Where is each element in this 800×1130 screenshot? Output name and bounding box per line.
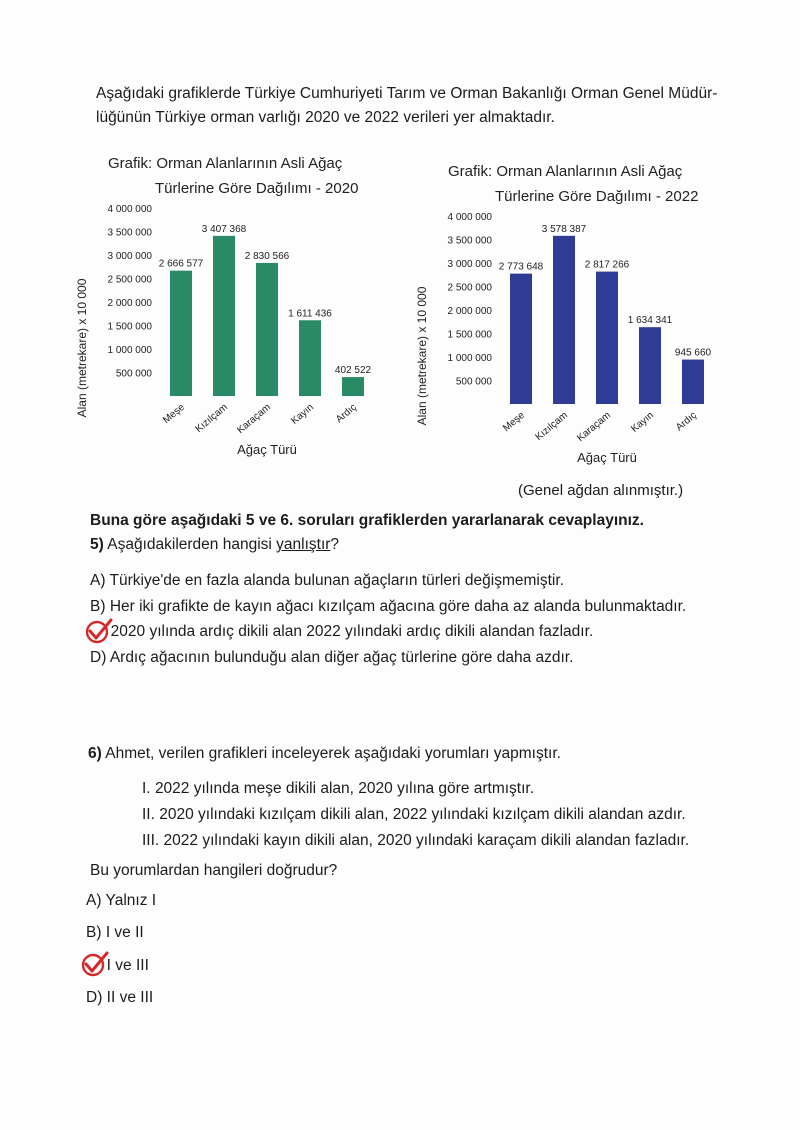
source-note: (Genel ağdan alınmıştır.) [518,482,684,499]
bar-value-label: 1 634 341 [627,315,673,327]
y-tick-label: 1 000 000 [107,345,152,356]
bar-value-label: 3 578 387 [541,223,587,235]
chart-title-line1: Grafik: Orman Alanlarının Asli Ağaç [108,155,343,172]
chart-2020 [70,148,390,468]
y-tick-label: 2 000 000 [107,298,152,309]
bar-value-label: 2 817 266 [584,259,630,271]
category-label: Kızılçam [193,401,230,435]
instruction-text: Buna göre aşağıdaki 5 ve 6. soruları grafiklerden yararlanarak cevaplayınız. [90,512,644,529]
question-5 [90,536,339,554]
q6-option-letter: D) [86,989,103,1006]
bar [256,263,278,396]
q6-option-b[interactable] [86,924,144,942]
category-label: Kayın [289,401,316,427]
question-5-number: 5) [90,536,104,553]
category-label: Ardıç [673,409,699,434]
y-tick-label: 2 500 000 [107,274,152,286]
y-tick-label: 3 500 000 [107,227,152,239]
x-axis-label: Ağaç Türü [237,442,297,457]
question-6-text: Ahmet, verilen grafikleri inceleyerek aşağıdaki yorumları yapmıştır. [105,745,561,762]
y-tick-label: 3 000 000 [107,251,152,262]
bar [342,377,364,396]
bar [299,320,321,396]
bar [639,327,661,404]
question-5-text: Aşağıdakilerden hangisi [107,536,272,553]
question-6-number: 6) [88,745,102,762]
bar [553,236,575,404]
y-tick-label: 1 500 000 [107,321,152,333]
q5-option-text: Ardıç ağacının bulunduğu alan diğer ağaç türlerine göre daha azdır. [109,649,574,666]
bar-value-label: 402 522 [334,365,372,377]
chart-title-line1: Grafik: Orman Alanlarının Asli Ağaç [448,163,683,180]
statement-number: II. [142,806,155,823]
bar-value-label: 2 666 577 [158,258,204,270]
chart-title-line2: Türlerine Göre Dağılımı - 2020 [155,180,359,197]
y-tick-label: 2 500 000 [447,282,492,294]
y-tick-label: 3 500 000 [447,235,492,247]
bar-value-label: 1 611 436 [288,308,332,320]
q6-option-letter: B) [86,924,102,941]
x-axis-label: Ağaç Türü [577,450,637,465]
check-mark-icon [80,950,110,978]
category-label: Karaçam [235,401,273,437]
q5-option-a[interactable] [90,572,564,590]
y-tick-label: 2 000 000 [447,306,492,317]
q6-statement-3 [142,832,689,850]
category-label: Meşe [501,409,527,435]
q5-option-text: Her iki grafikte de kayın ağacı kızılçam ağacına göre daha az alanda bulunmaktadır. [109,598,687,615]
y-tick-label: 500 000 [455,376,492,388]
q6-statement-2 [142,806,686,824]
y-tick-label: 1 000 000 [447,353,492,364]
q5-option-c[interactable] [90,623,593,641]
statement-text: 2020 yılındaki kızılçam dikili alan, 2022 yılındaki kızılçam dikili alandan azdır. [159,806,686,823]
q6-option-d[interactable] [86,989,153,1007]
q5-option-text: 2020 yılında ardıç dikili alan 2022 yılındaki ardıç dikili alandan fazladır. [110,623,594,640]
q6-option-text: II ve III [106,989,154,1006]
q5-option-letter: B) [90,598,106,615]
q6-prompt: Bu yorumlardan hangileri doğrudur? [90,862,338,879]
question-6 [88,745,561,763]
bar [170,271,192,396]
y-tick-label: 500 000 [115,368,152,380]
y-axis-label: Alan (metrekare) x 10 000 [75,278,89,418]
statement-text: 2022 yılındaki kayın dikili alan, 2020 yılındaki karaçam dikili alandan fazladır. [163,832,690,849]
q6-option-text: Yalnız I [105,892,157,909]
question-5-keyword: yanlıştır [276,536,331,553]
q5-option-text: Türkiye'de en fazla alanda bulunan ağaçların türleri değişmemiştir. [109,572,564,589]
statement-number: III. [142,832,160,849]
y-axis-label: Alan (metrekare) x 10 000 [415,286,429,426]
q5-option-d[interactable] [90,649,573,667]
statement-text: 2022 yılında meşe dikili alan, 2020 yılına göre artmıştır. [154,780,535,797]
y-tick-label: 3 000 000 [447,259,492,270]
chart-2022 [410,156,730,476]
category-label: Karaçam [575,409,613,445]
q6-option-text: I ve II [105,924,144,941]
bar-value-label: 2 830 566 [244,250,290,262]
category-label: Meşe [161,401,187,427]
statement-number: I. [142,780,151,797]
y-tick-label: 4 000 000 [107,204,152,215]
q5-option-letter: A) [90,572,106,589]
bar-value-label: 945 660 [674,347,712,359]
q6-option-a[interactable] [86,892,156,910]
q6-option-text: I ve III [106,957,149,974]
y-tick-label: 1 500 000 [447,329,492,341]
category-label: Ardıç [333,401,359,426]
intro-text: Aşağıdaki grafiklerde Türkiye Cumhuriyeti Tarım ve Orman Bakanlığı Orman Genel Müdür-lüğünün Türkiye orman varlığı 2020 ve 2022 verileri yer almaktadır. [96,85,718,126]
category-label: Kızılçam [533,409,570,443]
question-5-end: ? [330,536,340,553]
q6-option-letter: A) [86,892,102,909]
check-mark-icon [84,617,114,645]
bar [682,360,704,404]
bar [510,274,532,404]
bar [213,236,235,396]
bar [596,272,618,404]
bar-value-label: 3 407 368 [201,223,247,235]
category-label: Kayın [629,409,656,435]
chart-title-line2: Türlerine Göre Dağılımı - 2022 [495,188,699,205]
bar-value-label: 2 773 648 [498,261,544,273]
q5-option-b[interactable] [90,598,686,616]
y-tick-label: 4 000 000 [447,212,492,223]
q6-statement-1 [142,780,534,798]
q5-option-letter: D) [90,649,107,666]
